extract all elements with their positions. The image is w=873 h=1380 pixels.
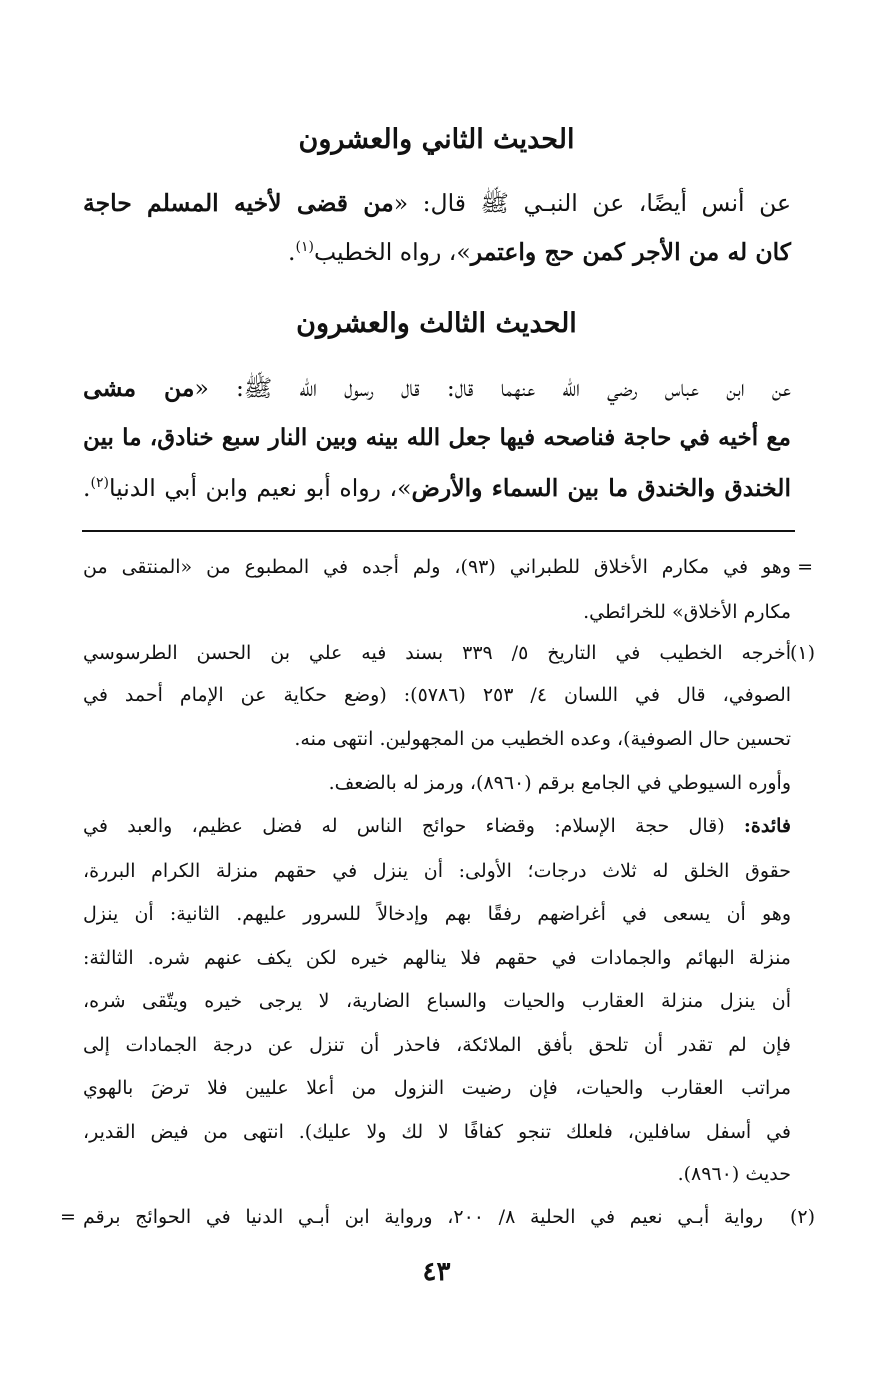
hadith-22-heading: الحديث الثاني والعشرون xyxy=(298,124,575,155)
footnote-2-line: رواية أبـي نعيم في الحلية ٨/ ٢٠٠، ورواية ابن أبـي الدنيا في الحوائج برقم xyxy=(83,1206,763,1228)
hadith-23-line-2 xyxy=(83,418,791,458)
footnote-1-benefit-line: وهو أن يسعى في أغراضهم رفقًا بهم وإدخالاً للسرور عليهم. الثانية: أن ينزل xyxy=(83,903,791,925)
hadith-23-line-3 xyxy=(83,468,791,508)
footnote-ref-2[interactable]: (٢) xyxy=(90,475,109,492)
hadith-23-heading: الحديث الثالث والعشرون xyxy=(296,308,577,339)
footnote-1-benefit-line: حديث (٨٩٦٠). xyxy=(677,1163,791,1185)
footnote-continuation-line: مكارم الأخلاق» للخرائطي. xyxy=(583,601,791,623)
narration-intro: عن أنس أيضًا، عن النبـي ﷺ قال: « xyxy=(393,189,791,217)
hadith-text: من مشى xyxy=(83,374,195,402)
footnote-2-continues-marker: = xyxy=(60,1206,76,1228)
hadith-text: مع أخيه في حاجة فناصحه فيها جعل الله بينه وبين النار سبع خنادق، ما بين xyxy=(83,424,791,451)
page-number: ٤٣ xyxy=(422,1257,451,1287)
hadith-22-line-2 xyxy=(83,232,791,272)
footnote-1-marker: (١) xyxy=(789,642,815,664)
footnote-2-marker: (٢) xyxy=(789,1206,815,1228)
benefit-text: (قال حجة الإسلام: وقضاء حوائج الناس له فضل عظيم، والعبد في xyxy=(83,815,725,837)
footnote-1-line: وأوره السيوطي في الجامع برقم (٨٩٦٠)، ورمز له بالضعف. xyxy=(328,772,791,794)
footnote-1-benefit-line: في أسفل سافلين، فلعلك تنجو كفافًا لا لك ولا عليك). انتهى من فيض القدير، xyxy=(83,1121,791,1143)
footnote-1-benefit-line: مراتب العقارب والحيات، فإن رضيت النزول من أعلا عليين فلا ترضَ بالهوي xyxy=(83,1077,791,1099)
footnote-1-line: أخرجه الخطيب في التاريخ ٥/ ٣٣٩ بسند فيه علي بن الحسن الطرسوسي xyxy=(83,642,791,664)
footnote-1-benefit-line xyxy=(83,806,791,846)
footnote-1-benefit-line: أن ينزل منزلة العقارب والحيات والسباع الضارية، لا يرجى خيره ويتّقى شره، xyxy=(83,990,791,1012)
footnote-1-benefit-line: حقوق الخلق له ثلاث درجات؛ الأولى: أن ينزل في حقهم منزلة الكرام البررة، xyxy=(83,860,791,882)
footnote-1-benefit-line: فإن لم تقدر أن تلحق بأفق الملائكة، فاحذر أن تنزل عن درجة الجمادات إلى xyxy=(83,1034,792,1056)
hadith-22-line-1 xyxy=(83,183,791,223)
footnote-continuation-line: وهو في مكارم الأخلاق للطبراني (٩٣)، ولم أجده في المطبوع من «المنتقى من xyxy=(83,556,791,578)
narration-source: »، رواه الخطيب xyxy=(313,238,471,266)
narration-source: »، رواه أبو نعيم وابن أبي الدنيا xyxy=(108,474,412,502)
hadith-text: كان له من الأجر كمن حج واعتمر xyxy=(470,238,791,266)
footnote-continuation-marker: = xyxy=(797,556,813,578)
sentence-end: . xyxy=(83,474,91,502)
hadith-text: من قضى لأخيه المسلم حاجة xyxy=(83,189,394,217)
footnote-1-line: الصوفي، قال في اللسان ٤/ ٢٥٣ (٥٧٨٦): (وضع حكاية عن الإمام أحمد في xyxy=(83,684,792,706)
sentence-end: . xyxy=(288,238,296,266)
footnote-separator xyxy=(82,530,795,532)
hadith-23-line-1 xyxy=(83,368,791,408)
benefit-label: فائدة: xyxy=(743,815,791,837)
narration-intro: عن ابن عباس رضي الله عنهما قال: قال رسول الله ﷺ: « xyxy=(194,374,791,402)
footnote-ref-1[interactable]: (١) xyxy=(295,239,314,256)
footnote-1-benefit-line: منزلة البهائم والجمادات في حقهم فلا ينالهم خيره لكن يكف عنهم شره. الثالثة: xyxy=(83,947,791,969)
hadith-text: الخندق والخندق ما بين السماء والأرض xyxy=(411,474,791,502)
footnote-1-line: تحسين حال الصوفية)، وعده الخطيب من المجهولين. انتهى منه. xyxy=(294,728,791,750)
